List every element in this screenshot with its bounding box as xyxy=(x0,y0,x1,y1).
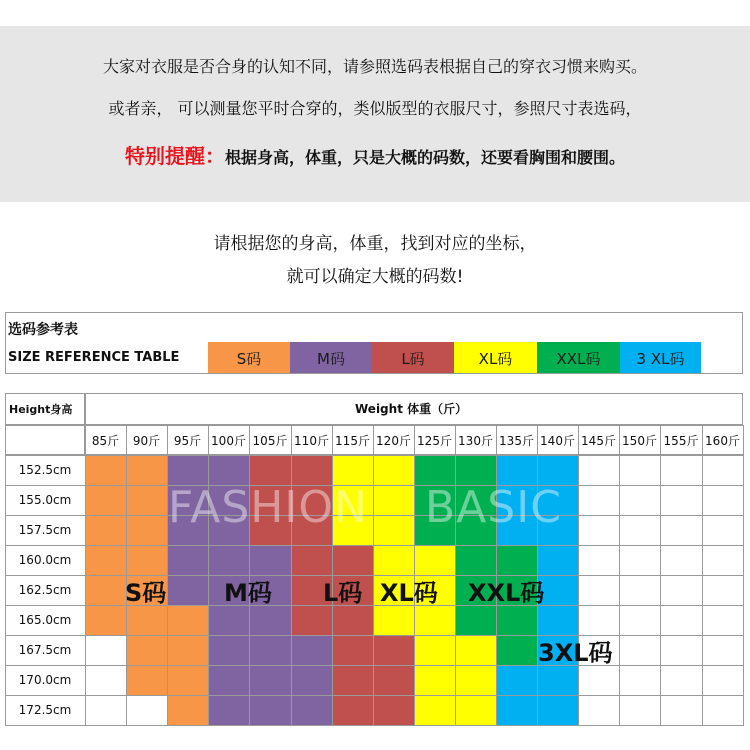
size-cell xyxy=(85,485,127,516)
size-cell xyxy=(208,635,250,666)
height-row-header: 167.5cm xyxy=(18,643,72,657)
size-cell xyxy=(85,455,127,486)
size-cell xyxy=(619,635,661,666)
size-cell xyxy=(660,605,703,636)
size-cell xyxy=(126,635,168,666)
height-row-header: 152.5cm xyxy=(18,463,72,477)
size-cell xyxy=(578,485,620,516)
size-cell xyxy=(619,515,661,546)
size-cell xyxy=(249,695,292,726)
height-header: Height身高 xyxy=(9,403,73,416)
size-cell xyxy=(332,605,374,636)
weight-column-header: 140斤 xyxy=(540,433,575,448)
size-cell xyxy=(291,635,333,666)
size-cell xyxy=(85,515,127,546)
size-cell xyxy=(496,665,538,696)
size-reference-label: SIZE REFERENCE TABLE xyxy=(8,350,180,365)
size-cell xyxy=(619,545,661,576)
size-zone-label: S码 xyxy=(125,579,167,607)
weight-column-header: 90斤 xyxy=(132,433,161,448)
weight-column-header: 115斤 xyxy=(335,433,370,448)
size-cell xyxy=(167,635,209,666)
size-cell xyxy=(208,665,250,696)
height-row-header: 172.5cm xyxy=(18,703,72,717)
legend-item: XL码 xyxy=(454,342,537,374)
size-cell xyxy=(208,695,250,726)
size-cell xyxy=(126,545,168,576)
size-cell xyxy=(619,695,661,726)
height-row-header: 165.0cm xyxy=(18,613,72,627)
size-cell xyxy=(702,575,744,606)
notice-line-1: 大家对衣服是否合身的认知不同，请参照选码表根据自己的穿衣习惯来购买。 xyxy=(102,57,647,76)
size-cell xyxy=(167,545,209,576)
size-cell xyxy=(455,545,497,576)
size-cell xyxy=(619,485,661,516)
weight-column-header: 155斤 xyxy=(663,433,699,448)
size-cell xyxy=(702,665,744,696)
size-cell xyxy=(126,455,168,486)
size-cell xyxy=(85,605,127,636)
weight-column-header: 130斤 xyxy=(458,433,493,448)
size-cell xyxy=(167,695,209,726)
weight-column-header: 160斤 xyxy=(705,433,740,448)
instruction-line-2: 就可以确定大概的码数! xyxy=(286,267,464,287)
legend-item: XXL码 xyxy=(537,342,620,374)
size-cell xyxy=(702,605,744,636)
size-cell xyxy=(537,665,579,696)
size-cell xyxy=(126,515,168,546)
size-cell xyxy=(496,545,538,576)
height-row-header: 160.0cm xyxy=(18,553,72,567)
size-cell xyxy=(455,695,497,726)
size-cell xyxy=(373,605,415,636)
size-cell xyxy=(291,665,333,696)
size-cell xyxy=(414,635,456,666)
size-cell xyxy=(660,665,703,696)
size-cell xyxy=(619,575,661,606)
weight-column-header: 100斤 xyxy=(211,433,246,448)
size-cell xyxy=(332,695,374,726)
size-cell xyxy=(332,635,374,666)
legend-item: L码 xyxy=(372,342,454,374)
table-title: 选码参考表 xyxy=(8,322,78,338)
size-cell xyxy=(167,605,209,636)
size-cell xyxy=(85,635,127,666)
weight-header: Weight 体重（斤） xyxy=(355,402,468,416)
size-cell xyxy=(537,545,579,576)
size-cell xyxy=(85,575,127,606)
size-cell xyxy=(291,695,333,726)
size-cell xyxy=(208,605,250,636)
size-zone-label: M码 xyxy=(224,579,272,607)
size-cell xyxy=(496,635,538,666)
size-cell xyxy=(167,575,209,606)
size-cell xyxy=(373,455,415,486)
size-zone-label: 3XL码 xyxy=(538,639,613,667)
size-cell xyxy=(619,605,661,636)
size-cell xyxy=(702,485,744,516)
size-cell xyxy=(373,695,415,726)
size-cell xyxy=(578,455,620,486)
weight-column-header: 125斤 xyxy=(417,433,452,448)
table-header-frame xyxy=(5,312,743,374)
size-cell xyxy=(414,665,456,696)
size-cell xyxy=(291,605,333,636)
size-cell xyxy=(126,695,168,726)
size-cell xyxy=(332,665,374,696)
weight-column-header: 120斤 xyxy=(376,433,411,448)
size-cell xyxy=(660,635,703,666)
legend-item: M码 xyxy=(290,342,372,374)
size-cell xyxy=(332,545,374,576)
instruction-line-1: 请根据您的身高，体重，找到对应的坐标， xyxy=(213,234,537,254)
weight-column-header: 110斤 xyxy=(294,433,329,448)
size-cell xyxy=(126,605,168,636)
size-cell xyxy=(455,635,497,666)
height-row-header: 170.0cm xyxy=(18,673,72,687)
warning-text: 根据身高，体重，只是大概的码数，还要看胸围和腰围。 xyxy=(224,148,625,167)
notice-line-3 xyxy=(0,140,750,169)
size-cell xyxy=(578,545,620,576)
size-cell xyxy=(414,605,456,636)
size-cell xyxy=(660,695,703,726)
size-cell xyxy=(496,695,538,726)
notice-panel xyxy=(0,26,750,202)
weight-column-header: 150斤 xyxy=(622,433,657,448)
size-cell xyxy=(619,455,661,486)
size-zone-label: L码 xyxy=(323,579,363,607)
size-cell xyxy=(291,545,333,576)
size-cell xyxy=(126,665,168,696)
size-cell xyxy=(578,605,620,636)
height-row-header: 157.5cm xyxy=(18,523,72,537)
size-cell xyxy=(126,485,168,516)
legend-item: S码 xyxy=(208,342,290,374)
size-cell xyxy=(249,605,292,636)
weight-column-header: 95斤 xyxy=(173,433,202,448)
size-cell xyxy=(496,605,538,636)
size-cell xyxy=(249,545,292,576)
size-cell xyxy=(702,515,744,546)
size-cell xyxy=(578,515,620,546)
size-cell xyxy=(537,605,579,636)
size-cell xyxy=(578,575,620,606)
size-cell xyxy=(373,515,415,546)
size-cell xyxy=(373,545,415,576)
size-cell xyxy=(85,695,127,726)
weight-column-header: 145斤 xyxy=(581,433,616,448)
size-cell xyxy=(414,695,456,726)
size-cell xyxy=(660,575,703,606)
notice-line-2: 或者亲， 可以测量您平时合穿的，类似版型的衣服尺寸，参照尺寸表选码， xyxy=(108,99,642,118)
size-cell xyxy=(619,665,661,696)
watermark-basic: BASIC xyxy=(425,482,562,533)
size-cell xyxy=(660,455,703,486)
size-cell xyxy=(660,485,703,516)
weight-column-header: 135斤 xyxy=(499,433,534,448)
watermark-fashion: FASHION xyxy=(168,482,368,533)
size-cell xyxy=(455,665,497,696)
size-cell xyxy=(537,695,579,726)
size-cell xyxy=(702,455,744,486)
size-cell xyxy=(578,695,620,726)
size-cell xyxy=(249,635,292,666)
size-cell xyxy=(702,545,744,576)
header-spacer-cell xyxy=(5,425,85,455)
size-zone-label: XL码 xyxy=(380,579,438,607)
size-cell xyxy=(249,665,292,696)
size-cell xyxy=(414,545,456,576)
weight-column-header: 105斤 xyxy=(252,433,288,448)
size-cell xyxy=(373,665,415,696)
warning-label: 特别提醒： xyxy=(124,144,225,168)
size-cell xyxy=(660,545,703,576)
size-cell xyxy=(167,665,209,696)
size-cell xyxy=(660,515,703,546)
size-cell xyxy=(702,635,744,666)
size-cell xyxy=(208,545,250,576)
height-row-header: 162.5cm xyxy=(18,583,72,597)
size-cell xyxy=(455,605,497,636)
size-cell xyxy=(373,485,415,516)
size-cell xyxy=(373,635,415,666)
height-row-header: 155.0cm xyxy=(18,493,72,507)
size-cell xyxy=(702,695,744,726)
weight-column-header: 85斤 xyxy=(91,433,120,448)
size-cell xyxy=(578,665,620,696)
legend-item: 3 XL码 xyxy=(620,342,701,374)
size-cell xyxy=(85,545,127,576)
size-zone-label: XXL码 xyxy=(468,579,545,607)
size-cell xyxy=(85,665,127,696)
